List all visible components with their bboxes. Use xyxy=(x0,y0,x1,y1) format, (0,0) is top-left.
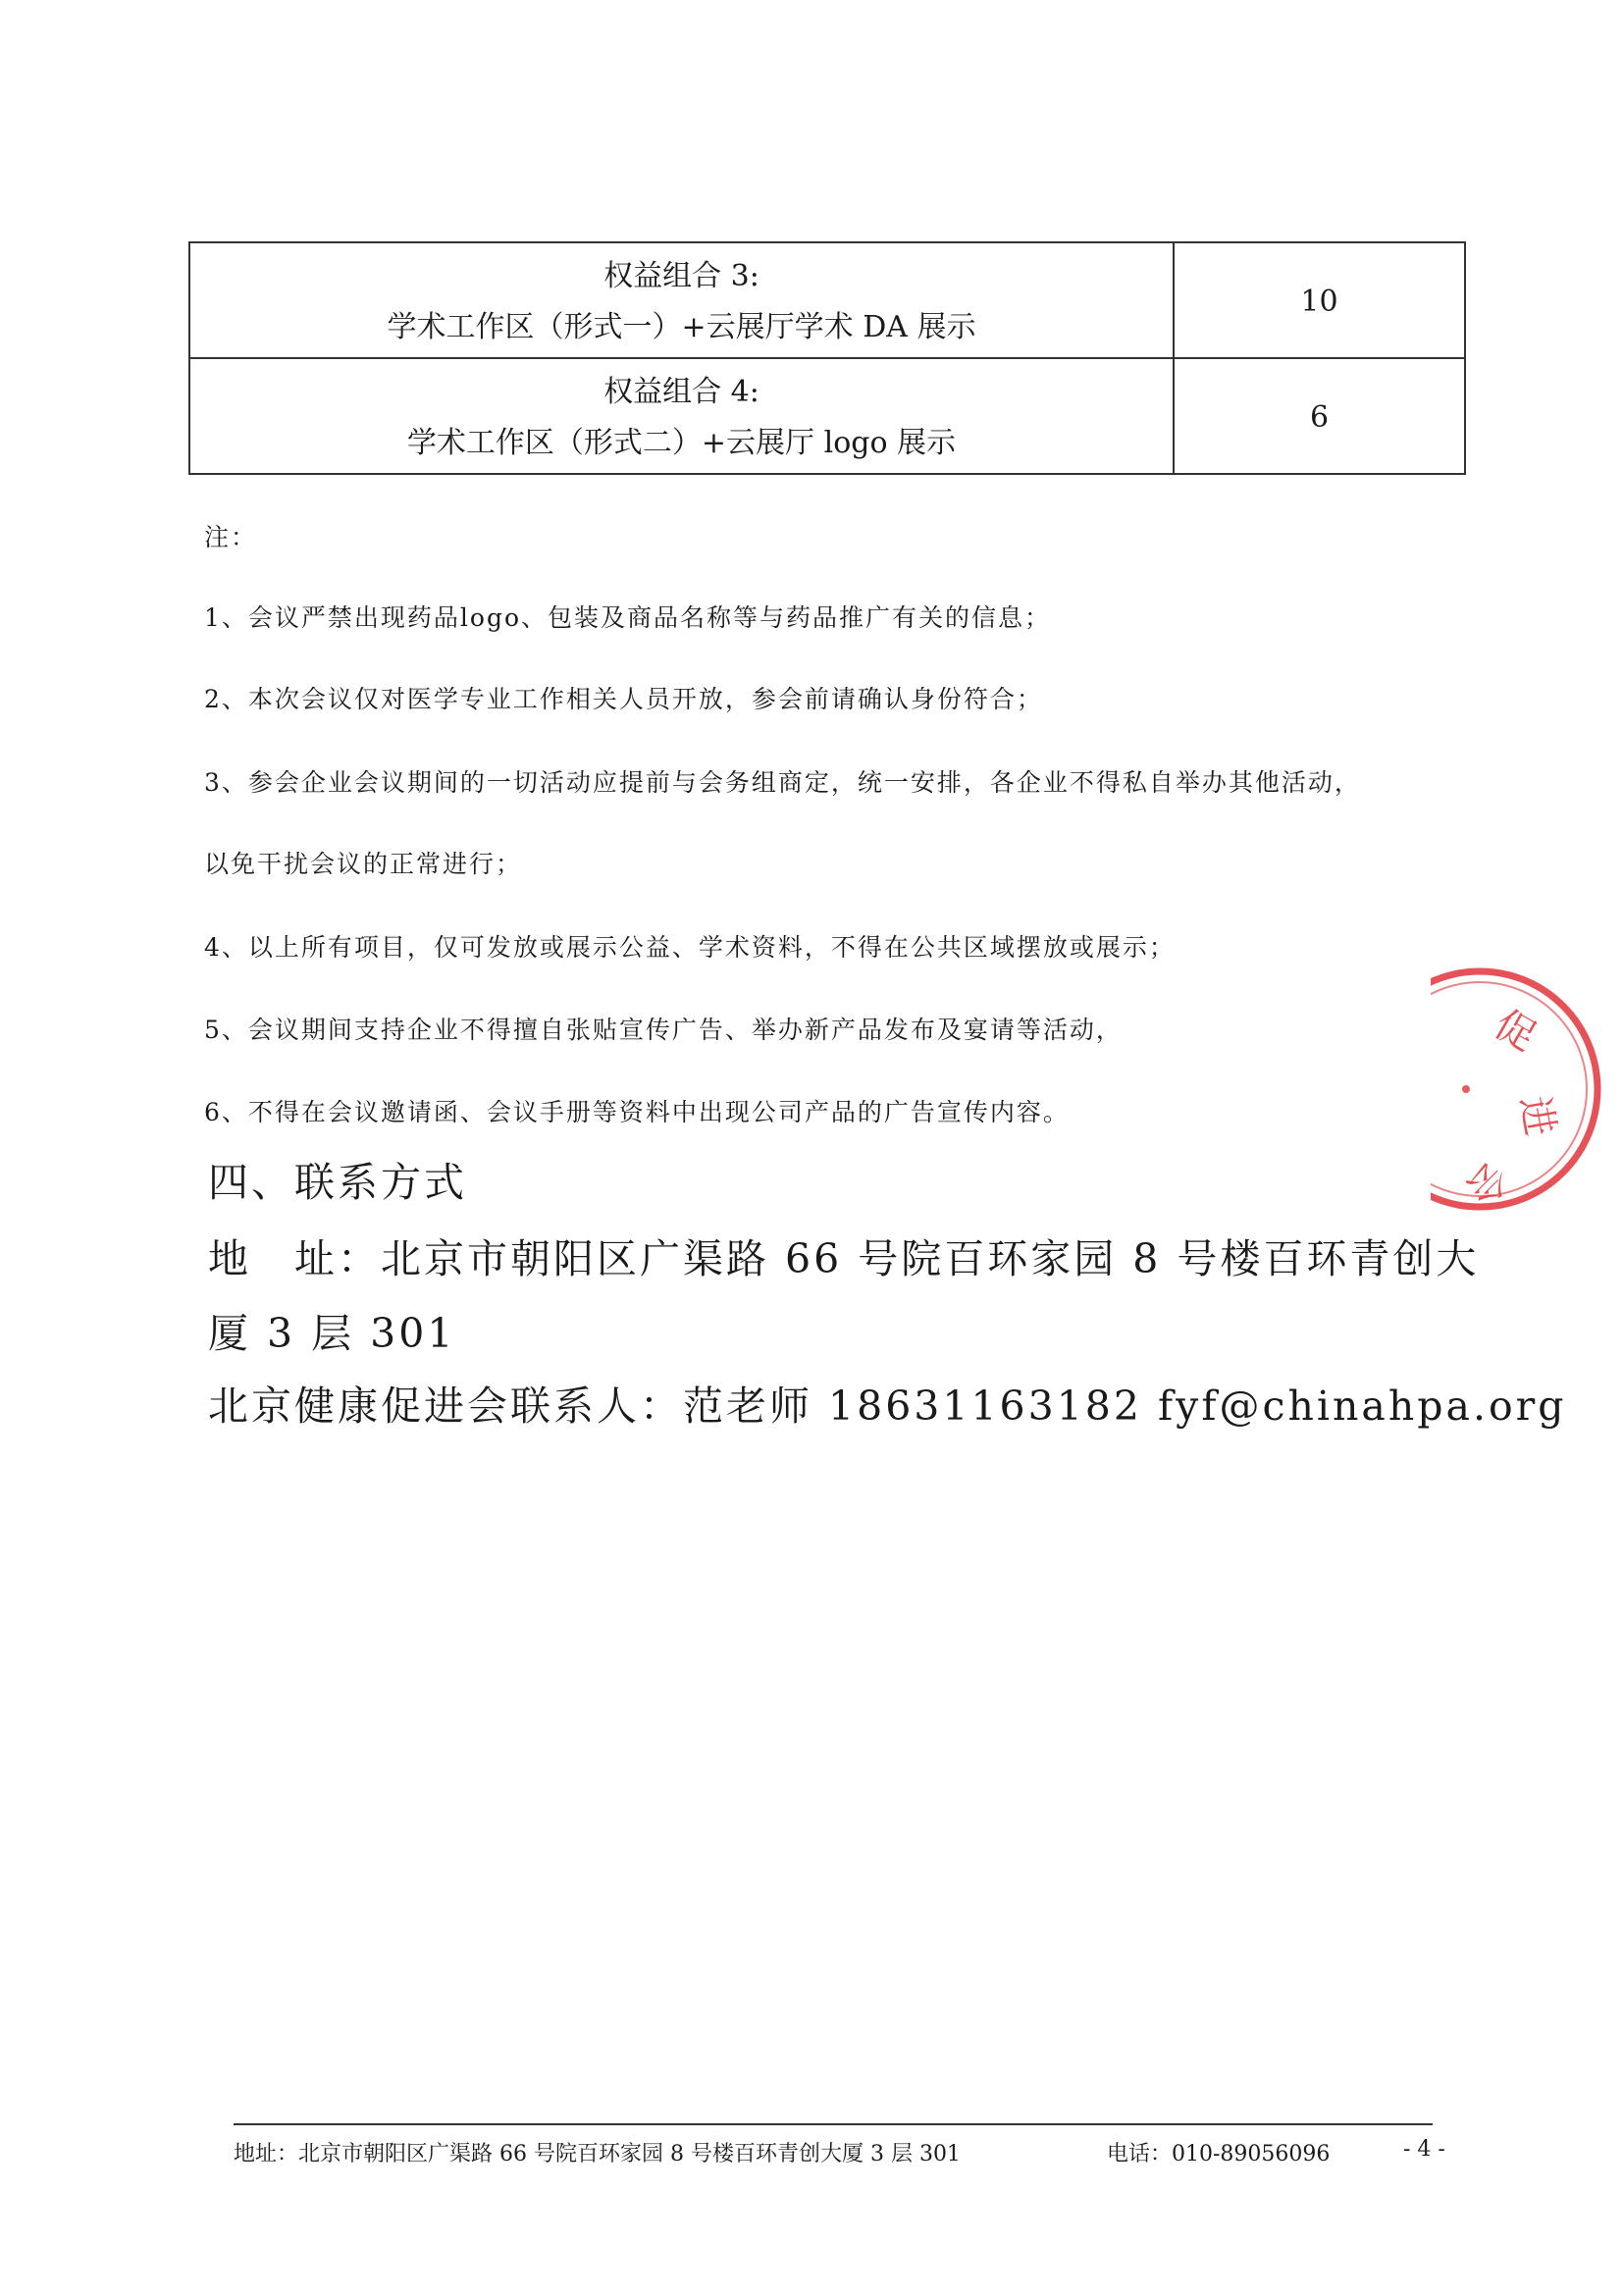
contact-address: 地 址：北京市朝阳区广渠路 66 号院百环家园 8 号楼百环青创大 xyxy=(208,1235,1480,1282)
note-item-5: 5、会议期间支持企业不得擅自张贴宣传广告、举办新产品发布及宴请等活动， xyxy=(204,1016,1123,1044)
note-item-3-continued: 以免干扰会议的正常进行； xyxy=(204,850,523,878)
combination-title: 权益组合 3: xyxy=(603,259,759,293)
official-seal-stamp xyxy=(1431,942,1623,1236)
table-row xyxy=(189,242,1465,358)
combination-quantity-cell: 6 xyxy=(1174,358,1465,474)
notes-heading: 注： xyxy=(204,523,258,551)
note-item-2: 2、本次会议仅对医学专业工作相关人员开放，参会前请确认身份符合； xyxy=(204,685,1043,713)
note-item-6: 6、不得在会议邀请函、会议手册等资料中出现公司产品的广告宣传内容。 xyxy=(204,1098,1070,1126)
svg-text:会: 会 xyxy=(1456,1152,1517,1213)
page-number: - 4 - xyxy=(1403,2137,1445,2162)
svg-text:促: 促 xyxy=(1487,1001,1544,1061)
combination-description-cell xyxy=(189,242,1174,358)
contact-section-heading: 四、联系方式 xyxy=(208,1159,467,1206)
footer-phone: 电话：010-89056096 xyxy=(1107,2142,1331,2166)
combination-content: 学术工作区（形式一）+云展厅学术 DA 展示 xyxy=(387,310,976,344)
seal-graphic xyxy=(1431,942,1623,1236)
rights-combination-table xyxy=(188,241,1466,475)
note-item-3: 3、参会企业会议期间的一切活动应提前与会务组商定，统一安排，各企业不得私自举办其他活动， xyxy=(204,768,1361,797)
combination-content: 学术工作区（形式二）+云展厅 logo 展示 xyxy=(406,426,957,460)
combination-title: 权益组合 4: xyxy=(603,375,759,409)
contact-person: 北京健康促进会联系人：范老师 18631163182 fyf@chinahpa.org xyxy=(208,1383,1567,1430)
note-item-1: 1、会议严禁出现药品logo、包装及商品名称等与药品推广有关的信息； xyxy=(204,603,1052,632)
svg-text:进: 进 xyxy=(1511,1092,1563,1140)
combination-quantity-cell: 10 xyxy=(1174,242,1465,358)
footer-address: 地址：北京市朝阳区广渠路 66 号院百环家园 8 号楼百环青创大厦 3 层 301 xyxy=(234,2142,961,2166)
table-row xyxy=(189,358,1465,474)
combination-description-cell xyxy=(189,358,1174,474)
contact-address-continued: 厦 3 层 301 xyxy=(208,1310,456,1357)
footer-divider xyxy=(234,2123,1433,2125)
note-item-4: 4、以上所有项目，仅可发放或展示公益、学术资料，不得在公共区域摆放或展示； xyxy=(204,933,1176,962)
